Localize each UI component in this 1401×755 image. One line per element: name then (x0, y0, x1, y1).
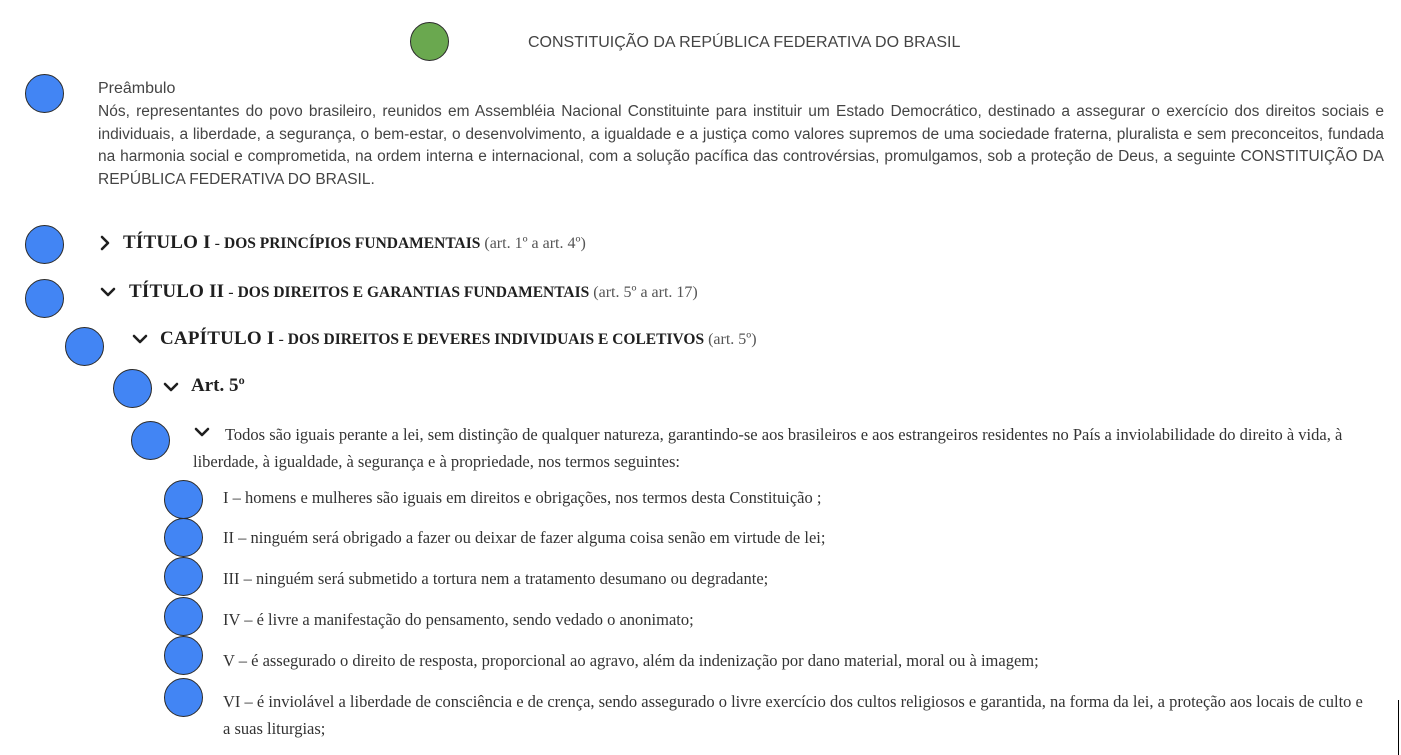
titulo2-name: DOS DIREITOS E GARANTIAS FUNDAMENTAIS (237, 284, 590, 301)
preamble-marker-dot[interactable] (25, 74, 64, 113)
scrollbar[interactable] (1398, 700, 1399, 755)
titulo2-separator: - (224, 284, 238, 301)
title-marker-dot[interactable] (410, 22, 449, 61)
titulo1-label: TÍTULO I (123, 232, 211, 253)
capitulo1-label: CAPÍTULO I (160, 328, 275, 349)
inciso-item: II – ninguém será obrigado a fazer ou deixar de fazer alguma coisa senão em virtude de lei; (223, 528, 826, 547)
art5-row[interactable] (191, 375, 245, 397)
titulo2-label: TÍTULO II (129, 281, 225, 302)
document-title: CONSTITUIÇÃO DA REPÚBLICA FEDERATIVA DO BRASIL (528, 34, 961, 51)
titulo2-marker-dot[interactable] (25, 279, 64, 318)
art5-label: Art. 5º (191, 375, 245, 396)
capitulo1-name: DOS DIREITOS E DEVERES INDIVIDUAIS E COLETIVOS (287, 331, 705, 348)
caput-marker-dot[interactable] (131, 421, 170, 460)
preamble-text: Nós, representantes do povo brasileiro, reunidos em Assembléia Nacional Constituinte para instituir um Estado Democrático, destinado a assegurar o exercício dos direitos sociais e individuais, a liberdade, a segurança, o bem-estar, o desenvolvimento, a igualdade e a justiça como valores supremos de uma sociedade fraterna, pluralista e sem preconceitos, fundada na harmonia social e comprometida, na ordem interna e internacional, com a solução pacífica das controvérsias, promulgamos, sob a proteção de Deus, a seguinte CONSTITUIÇÃO DA REPÚBLICA FEDERATIVA DO BRASIL. (98, 103, 1384, 188)
titulo1-separator: - (210, 235, 224, 252)
capitulo1-range: (art. 5º) (708, 331, 757, 348)
inciso-item: IV – é livre a manifestação do pensamento, sendo vedado o anonimato; (223, 610, 694, 629)
titulo1-row[interactable] (123, 232, 586, 254)
inciso-marker-dot[interactable] (164, 557, 203, 596)
capitulo1-marker-dot[interactable] (65, 327, 104, 366)
art5-marker-dot[interactable] (113, 369, 152, 408)
chevron-right-icon[interactable] (97, 235, 113, 251)
titulo2-row[interactable] (129, 281, 698, 303)
preamble-heading: Preâmbulo (98, 80, 176, 97)
titulo1-marker-dot[interactable] (25, 225, 64, 264)
inciso-marker-dot[interactable] (164, 636, 203, 675)
inciso-item: V – é assegurado o direito de resposta, proporcional ao agravo, além da indenização por dano material, moral ou à imagem; (223, 651, 1039, 670)
inciso-marker-dot[interactable] (164, 518, 203, 557)
titulo1-name: DOS PRINCÍPIOS FUNDAMENTAIS (224, 235, 481, 252)
titulo1-range: (art. 1º a art. 4º) (484, 235, 586, 252)
inciso-item: III – ninguém será submetido a tortura nem a tratamento desumano ou degradante; (223, 569, 769, 588)
inciso-marker-dot[interactable] (164, 678, 203, 717)
art5-caput-text: Todos são iguais perante a lei, sem distinção de qualquer natureza, garantindo-se aos brasileiros e aos estrangeiros residentes no País a inviolabilidade do direito à vida, à liberdade, à igualdade, à segurança e à propriedade, nos termos seguintes: (193, 425, 1343, 471)
titulo2-range: (art. 5º a art. 17) (593, 284, 698, 301)
capitulo1-row[interactable] (160, 328, 757, 350)
inciso-marker-dot[interactable] (164, 480, 203, 519)
inciso-marker-dot[interactable] (164, 597, 203, 636)
inciso-item: I – homens e mulheres são iguais em direitos e obrigações, nos termos desta Constituição ; (223, 488, 822, 507)
chevron-down-icon[interactable] (132, 331, 148, 347)
chevron-down-icon[interactable] (100, 284, 116, 300)
capitulo1-separator: - (274, 331, 288, 348)
inciso-item: VI – é inviolável a liberdade de consciência e de crença, sendo assegurado o livre exercício dos cultos religiosos e garantida, na forma da lei, a proteção aos locais de culto e a suas liturgias; (223, 692, 1363, 738)
chevron-down-icon[interactable] (163, 379, 179, 395)
